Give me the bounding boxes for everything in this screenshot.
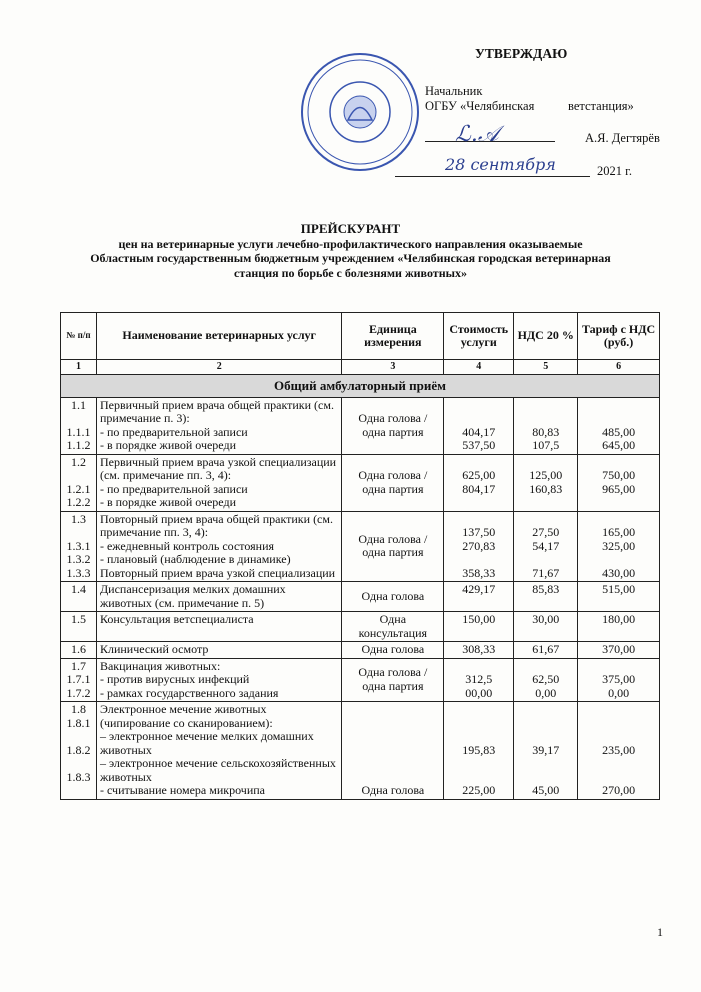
column-header: НДС 20 % [514, 313, 578, 360]
cell-tariff: 235,00 270,00 [578, 702, 660, 800]
cell-name: Повторный прием врача общей практики (см. примечание пп. 3, 4): - ежедневный контроль состояния - плановый (наблюдение в динамике) Повторный прием врача узкой специализации [96, 511, 341, 582]
column-header: Тариф с НДС (руб.) [578, 313, 660, 360]
cell-tariff: 375,00 0,00 [578, 658, 660, 702]
cell-name: Клинический осмотр [96, 642, 341, 659]
approval-date-year: 2021 г. [597, 164, 632, 178]
cell-name: Диспансеризация мелких домашних животных (см. примечание п. 5) [96, 582, 341, 612]
cell-cost: 308,33 [444, 642, 514, 659]
cell-num: 1.1 1.1.1 1.1.2 [61, 397, 97, 454]
cell-cost: 195,83 225,00 [444, 702, 514, 800]
table-row [61, 658, 660, 702]
document-title-block [0, 222, 701, 280]
cell-unit: Одна голова [342, 582, 444, 612]
approval-organization: ОГБУ «Челябинская [425, 99, 535, 113]
cell-tariff: 180,00 [578, 612, 660, 642]
cell-num: 1.6 [61, 642, 97, 659]
cell-cost: 404,17 537,50 [444, 397, 514, 454]
cell-num: 1.8 1.8.1 1.8.2 1.8.3 [61, 702, 97, 800]
cell-num: 1.3 1.3.1 1.3.2 1.3.3 [61, 511, 97, 582]
official-seal [298, 50, 423, 175]
cell-vat: 27,50 54,17 71,67 [514, 511, 578, 582]
cell-num: 1.2 1.2.1 1.2.2 [61, 454, 97, 511]
column-header: Стоимость услуги [444, 313, 514, 360]
cell-name: Электронное мечение животных (чипирование со сканированием): – электронное мечение мелких домашних животных – электронное мечение сельскохозяйственных животных - считывание номера микрочипа [96, 702, 341, 800]
cell-cost: 625,00 804,17 [444, 454, 514, 511]
cell-num: 1.7 1.7.1 1.7.2 [61, 658, 97, 702]
column-number: 4 [444, 360, 514, 375]
cell-unit: Одна голова / одна партия [342, 454, 444, 511]
cell-vat: 125,00 160,83 [514, 454, 578, 511]
table-row [61, 397, 660, 454]
cell-unit: Одна голова [342, 702, 444, 800]
cell-cost: 312,5 00,00 [444, 658, 514, 702]
column-header: Единица измерения [342, 313, 444, 360]
table-row [61, 642, 660, 659]
cell-vat: 61,67 [514, 642, 578, 659]
cell-tariff: 485,00 645,00 [578, 397, 660, 454]
cell-num: 1.5 [61, 612, 97, 642]
cell-tariff: 370,00 [578, 642, 660, 659]
column-header: № п/п [61, 313, 97, 360]
section-title: Общий амбулаторный приём [61, 374, 660, 397]
cell-unit: Одна голова / одна партия [342, 511, 444, 582]
column-number: 3 [342, 360, 444, 375]
price-table [60, 312, 660, 800]
cell-unit: Одна голова / одна партия [342, 397, 444, 454]
column-number: 6 [578, 360, 660, 375]
table-row [61, 702, 660, 800]
cell-name: Первичный прием врача узкой специализации (см. примечание пп. 3, 4): - по предварительной записи - в порядке живой очереди [96, 454, 341, 511]
cell-unit: Одна голова [342, 642, 444, 659]
table-row [61, 612, 660, 642]
cell-tariff: 515,00 [578, 582, 660, 612]
cell-name: Вакцинация животных: - против вирусных инфекций - рамках государственного задания [96, 658, 341, 702]
column-number: 1 [61, 360, 97, 375]
cell-tariff: 750,00 965,00 [578, 454, 660, 511]
document-subtitle-2: Областным государственным бюджетным учреждением «Челябинская городская ветеринарная [90, 251, 611, 265]
cell-vat: 62,50 0,00 [514, 658, 578, 702]
approval-organization-tail: ветстанция» [568, 99, 634, 113]
page-number: 1 [657, 925, 663, 939]
column-header: Наименование ветеринарных услуг [96, 313, 341, 360]
table-row [61, 511, 660, 582]
cell-unit: Одна консультация [342, 612, 444, 642]
table-row [61, 454, 660, 511]
cell-name: Первичный прием врача общей практики (см. примечание п. 3): - по предварительной записи - в порядке живой очереди [96, 397, 341, 454]
cell-cost: 150,00 [444, 612, 514, 642]
document-subtitle-1: цен на ветеринарные услуги лечебно-профилактического направления оказываемые [118, 236, 583, 251]
cell-vat: 39,17 45,00 [514, 702, 578, 800]
document-title: ПРЕЙСКУРАНТ [300, 221, 401, 236]
cell-name: Консультация ветспециалиста [96, 612, 341, 642]
column-number-row [61, 360, 660, 375]
signature: ℒ.𝒜 [455, 122, 499, 147]
cell-unit: Одна голова / одна партия [342, 658, 444, 702]
section-row [61, 374, 660, 397]
cell-num: 1.4 [61, 582, 97, 612]
approval-position: Начальник [425, 84, 483, 98]
table-row [61, 582, 660, 612]
handwritten-date: 28 сентября [445, 155, 556, 174]
column-number: 2 [96, 360, 341, 375]
cell-cost: 429,17 [444, 582, 514, 612]
cell-vat: 80,83 107,5 [514, 397, 578, 454]
cell-vat: 85,83 [514, 582, 578, 612]
table-header-row [61, 313, 660, 360]
approval-signatory: А.Я. Дегтярёв [585, 131, 660, 145]
document-subtitle-3: станция по борьбе с болезнями животных» [234, 265, 467, 280]
approval-heading: УТВЕРЖДАЮ [475, 46, 568, 61]
column-number: 5 [514, 360, 578, 375]
cell-cost: 137,50 270,83 358,33 [444, 511, 514, 582]
cell-vat: 30,00 [514, 612, 578, 642]
cell-tariff: 165,00 325,00 430,00 [578, 511, 660, 582]
